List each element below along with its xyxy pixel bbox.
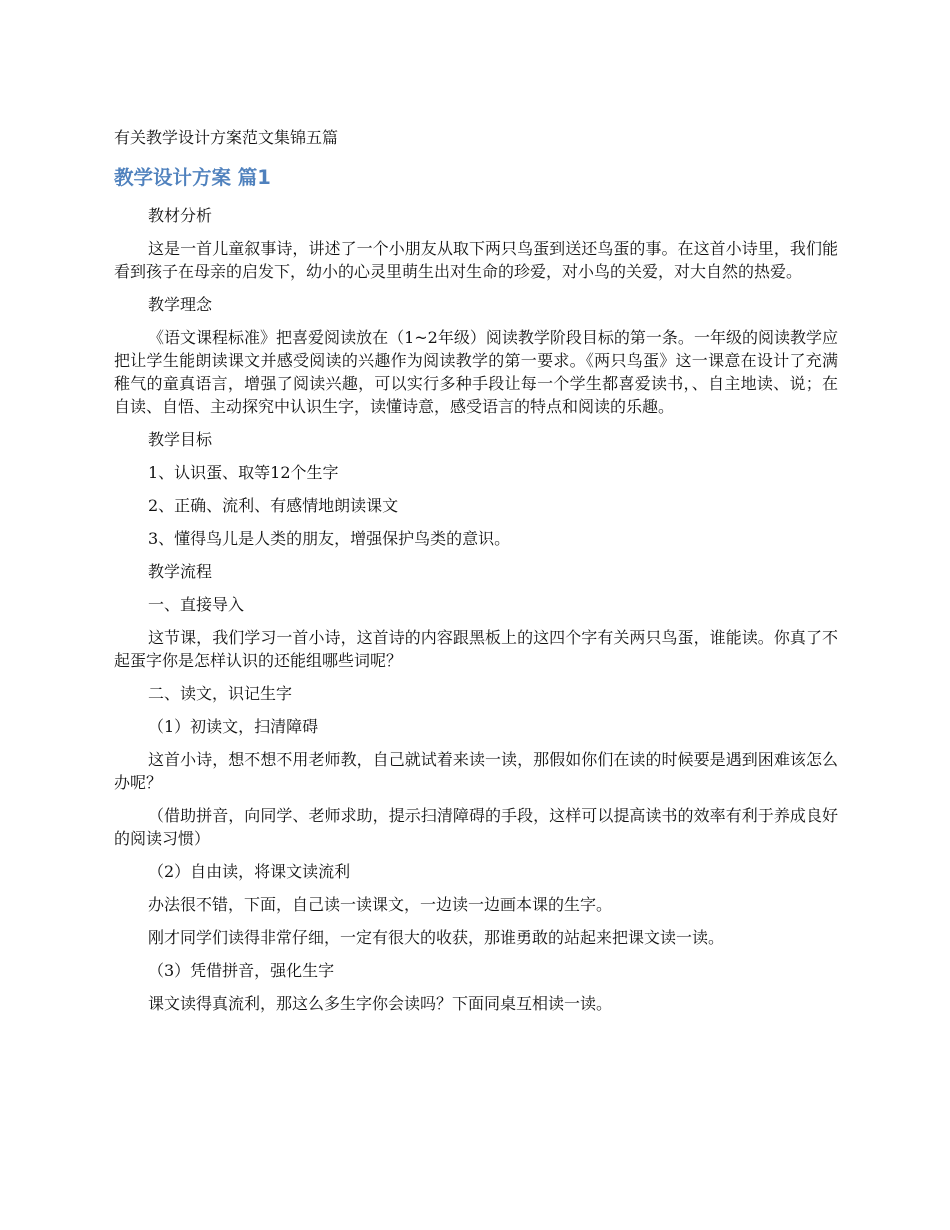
- document-title: 有关教学设计方案范文集锦五篇: [114, 128, 339, 147]
- paragraph-subheading: 教学目标: [148, 430, 213, 449]
- paragraph: （借助拼音，向同学、老师求助，提示扫清障碍的手段，这样可以提高读书的效率有利于养成良好的阅读习惯）: [114, 806, 838, 848]
- paragraph: 课文读得真流利，那这么多生字你会读吗？下面同桌互相读一读。: [148, 994, 613, 1013]
- paragraph: 刚才同学们读得非常仔细，一定有很大的收获，那谁勇敢的站起来把课文读一读。: [148, 928, 725, 947]
- list-item: 1、认识蛋、取等12个生字: [148, 463, 339, 482]
- paragraph-subheading: 一、直接导入: [148, 595, 245, 614]
- paragraph-subheading: （3）凭借拼音，强化生字: [148, 961, 335, 980]
- document-body: [114, 204, 838, 1025]
- paragraph: 这首小诗，想不想不用老师教，自己就试着来读一读，那假如你们在读的时候要是遇到困难该怎么办呢？: [114, 750, 838, 792]
- list-item: 3、懂得鸟儿是人类的朋友，增强保护鸟类的意识。: [148, 529, 511, 548]
- list-item: 2、正确、流利、有感情地朗读课文: [148, 496, 399, 515]
- paragraph: 这是一首儿童叙事诗，讲述了一个小朋友从取下两只鸟蛋到送还鸟蛋的事。在这首小诗里，我们能看到孩子在母亲的启发下，幼小的心灵里萌生出对生命的珍爱，对小鸟的关爱，对大自然的热爱。: [114, 239, 838, 281]
- paragraph-subheading: （1）初读文，扫清障碍: [148, 717, 319, 736]
- paragraph: 这节课，我们学习一首小诗，这首诗的内容跟黑板上的这四个字有关两只鸟蛋，谁能读。你真了不起蛋字你是怎样认识的还能组哪些词呢？: [114, 628, 838, 670]
- section-heading: 教学设计方案 篇1: [114, 166, 271, 189]
- paragraph-subheading: 二、读文，识记生字: [148, 684, 293, 703]
- paragraph-subheading: 教材分析: [148, 206, 213, 225]
- paragraph-subheading: 教学流程: [148, 562, 213, 581]
- paragraph: 《语文课程标准》把喜爱阅读放在（1~2年级）阅读教学阶段目标的第一条。一年级的阅读教学应把让学生能朗读课文并感受阅读的兴趣作为阅读教学的第一要求。《两只鸟蛋》这一课意在设计了充满稚气的童真语言，增强了阅读兴趣，可以实行多种手段让每一个学生都喜爱读书，、自主地读、说；在自读、自悟、主动探究中认识生字，读懂诗意，感受语言的特点和阅读的乐趣。: [114, 328, 838, 416]
- paragraph-subheading: 教学理念: [148, 295, 213, 314]
- paragraph: 办法很不错，下面，自己读一读课文，一边读一边画本课的生字。: [148, 895, 613, 914]
- paragraph-subheading: （2）自由读，将课文读流利: [148, 862, 351, 881]
